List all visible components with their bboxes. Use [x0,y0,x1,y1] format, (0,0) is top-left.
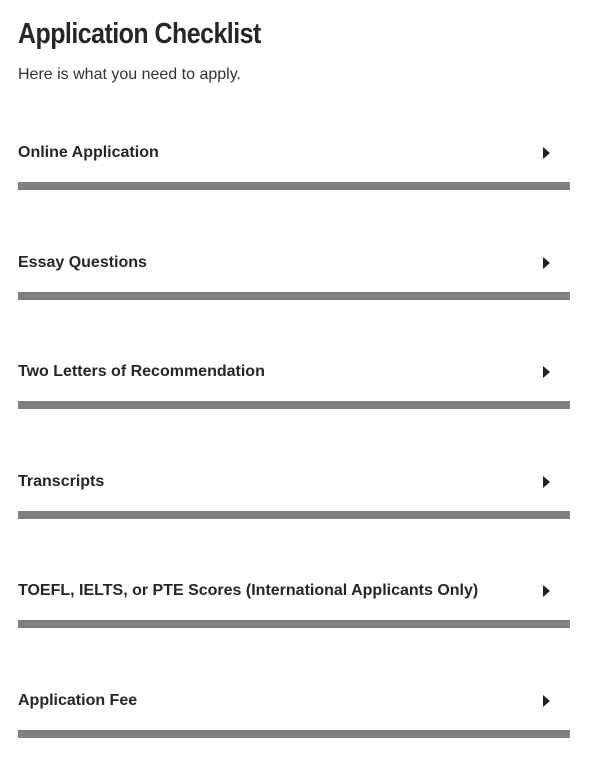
caret-right-icon [543,147,550,159]
caret-right-icon [543,585,550,597]
checklist-item-label: Online Application [18,144,159,161]
checklist-item-transcripts[interactable] [18,471,570,529]
checklist-item-online-application[interactable] [18,142,570,200]
caret-right-icon [543,695,550,707]
caret-right-icon [543,476,550,488]
item-divider [18,182,570,190]
checklist-item-label: Two Letters of Recommendation [18,363,265,380]
item-divider [18,511,570,519]
checklist-item-recommendation-letters[interactable] [18,361,570,419]
checklist-item-test-scores[interactable] [18,580,570,638]
checklist-item-essay-questions[interactable] [18,252,570,310]
item-divider [18,620,570,628]
item-divider [18,292,570,300]
page-title: Application Checklist [18,18,261,50]
checklist-item-label: Essay Questions [18,254,147,271]
checklist-item-label: TOEFL, IELTS, or PTE Scores (International Applicants Only) [18,582,479,599]
item-divider [18,730,570,738]
item-divider [18,401,570,409]
checklist-item-label: Application Fee [18,692,138,709]
checklist-item-application-fee[interactable] [18,690,570,748]
caret-right-icon [543,366,550,378]
caret-right-icon [543,257,550,269]
page-subtitle: Here is what you need to apply. [18,66,241,83]
checklist-item-label: Transcripts [18,473,105,490]
